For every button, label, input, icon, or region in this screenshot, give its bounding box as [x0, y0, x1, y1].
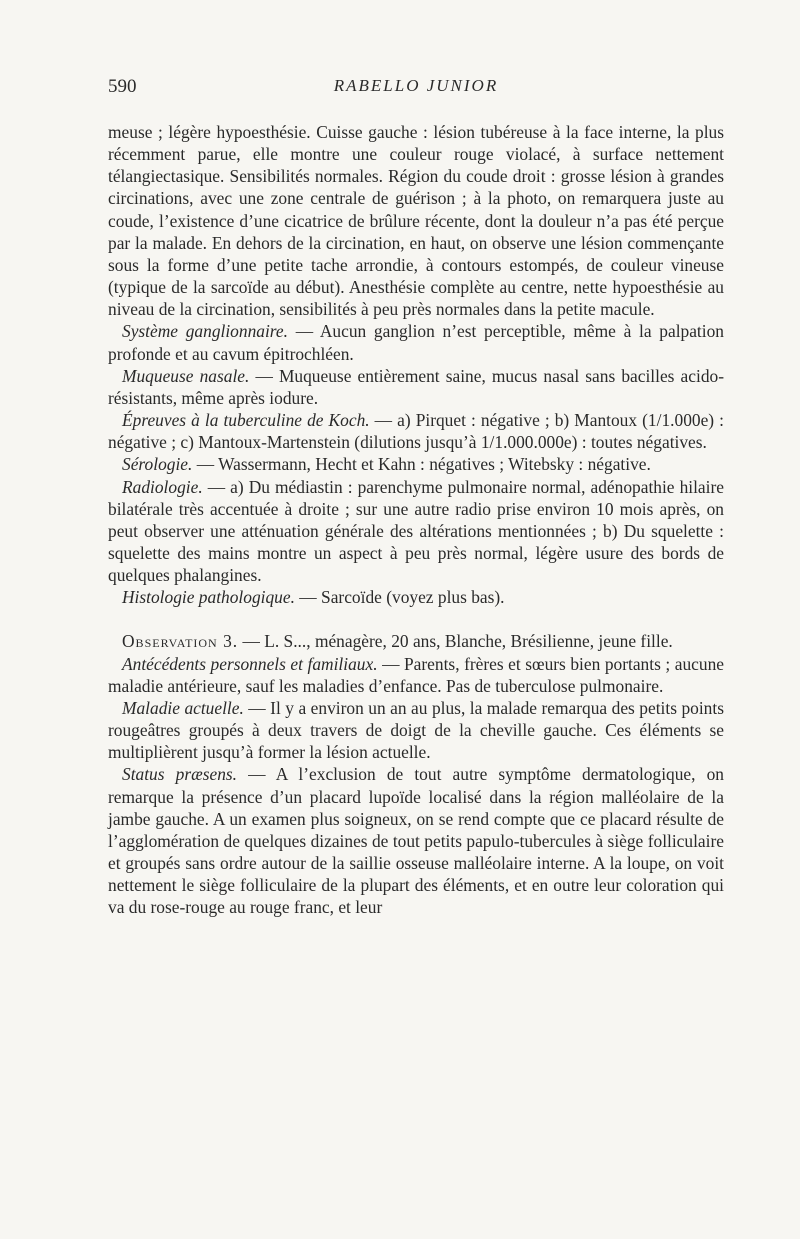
paragraph-muqueuse	[108, 365, 724, 409]
paragraph-heading: Histologie pathologique.	[122, 587, 295, 608]
paragraph-heading: Sérologie.	[122, 454, 193, 475]
paragraph-heading: Système ganglionnaire.	[122, 321, 288, 342]
page-header	[108, 76, 724, 106]
paragraph-text: — a) Du médiastin : parenchyme pulmonaire normal, adénopathie hilaire bilatérale très accentuée à droite ; sur une autre radio prise environ 10 mois après, on peut observer une atténuation générale des altérations mentionnées ; b) Du squelette : squelette des mains montre un aspect à peu près normal, légère usure des bords de quelques phalangines.	[108, 476, 724, 586]
paragraph-serologie	[108, 453, 724, 475]
paragraph-heading: Antécédents personnels et familiaux.	[122, 653, 378, 674]
running-title: RABELLO JUNIOR	[333, 76, 499, 95]
paragraph-tuberculine	[108, 409, 724, 453]
paragraph-heading: Radiologie.	[122, 476, 203, 497]
paragraph-continuation	[108, 121, 724, 320]
paragraph-histologie	[108, 586, 724, 608]
paragraph-ganglionnaire	[108, 320, 724, 364]
paragraph-antecedents	[108, 653, 724, 697]
paragraph-text: — a) Pirquet : négative ; b) Mantoux (1/1.000e) : négative ; c) Mantoux-Martenstein (dilutions jusqu’à 1/1.000.000e) : toutes négatives.	[108, 410, 724, 453]
observation-heading	[108, 630, 724, 652]
body-text	[108, 121, 724, 918]
page-number: 590	[108, 76, 137, 97]
paragraph-radiologie	[108, 476, 724, 587]
paragraph-text: — Parents, frères et sœurs bien portants ; aucune maladie antérieure, sauf les maladies d’enfance. Pas de tuberculose pulmonaire.	[108, 653, 724, 696]
paragraph-text: meuse ; légère hypoesthésie. Cuisse gauche : lésion tubéreuse à la face interne, la plus récemment parue, elle montre une couleur rouge violacé, à surface nettement télangiectasique. Sensibilités normales. Région du coude droit : grosse lésion à grandes circinations, avec une zone centrale de guérison ; à la photo, on remarquera juste au coude, l’existence d’une cicatrice de brûlure récente, dont la douleur n’a pas été perçue par la malade. En dehors de la circination, en haut, on observe une lésion commençante sous la forme d’une petite tache arrondie, à contours estompés, de couleur vineuse (typique de la sarcoïde au début). Anesthésie complète au centre, nette hypoesthésie au niveau de la circination, sensibilités à peu près normales dans la petite macule.	[108, 122, 724, 320]
paragraph-text: — A l’exclusion de tout autre symptôme dermatologique, on remarque la présence d’un placard lupoïde localisé dans la région malléolaire de la jambe gauche. A un examen plus soigneux, on se rend compte que ce placard résulte de l’agglomération de quelques dizaines de tout petits papulo-tubercules à siège folliculaire et groupés sans ordre autour de la saillie osseuse malléolaire interne. A la loupe, on voit nettement le siège folliculaire de la plupart des éléments, et en outre leur coloration qui va du rose-rouge au rouge franc, et leur	[108, 764, 724, 918]
paragraph-status-praesens	[108, 763, 724, 918]
paragraph-heading: Muqueuse nasale.	[122, 365, 250, 386]
paragraph-text: — Muqueuse entièrement saine, mucus nasal sans bacilles acido-résistants, même après iodure.	[108, 365, 725, 408]
paragraph-heading: Status præsens.	[122, 764, 238, 785]
paragraph-heading: Épreuves à la tuberculine de Koch.	[122, 410, 370, 431]
paragraph-heading: Maladie actuelle.	[122, 697, 244, 718]
paragraph-text: — Aucun ganglion n’est perceptible, même à la palpation profonde et au cavum épitrochléen.	[108, 321, 724, 364]
paragraph-maladie-actuelle	[108, 697, 724, 763]
observation-label: Observation 3.	[122, 631, 239, 652]
paragraph-text: — Sarcoïde (voyez plus bas).	[294, 587, 505, 608]
paragraph-text: — Il y a environ un an au plus, la malade remarqua des petits points rougeâtres groupés à deux travers de doigt de la cheville gauche. Ces éléments se multiplièrent jusqu’à former la lésion actuelle.	[108, 697, 724, 763]
paragraph-text: — Wassermann, Hecht et Kahn : négatives ; Witebsky : négative.	[192, 454, 651, 475]
paragraph-text: — L. S..., ménagère, 20 ans, Blanche, Brésilienne, jeune fille.	[238, 631, 673, 652]
